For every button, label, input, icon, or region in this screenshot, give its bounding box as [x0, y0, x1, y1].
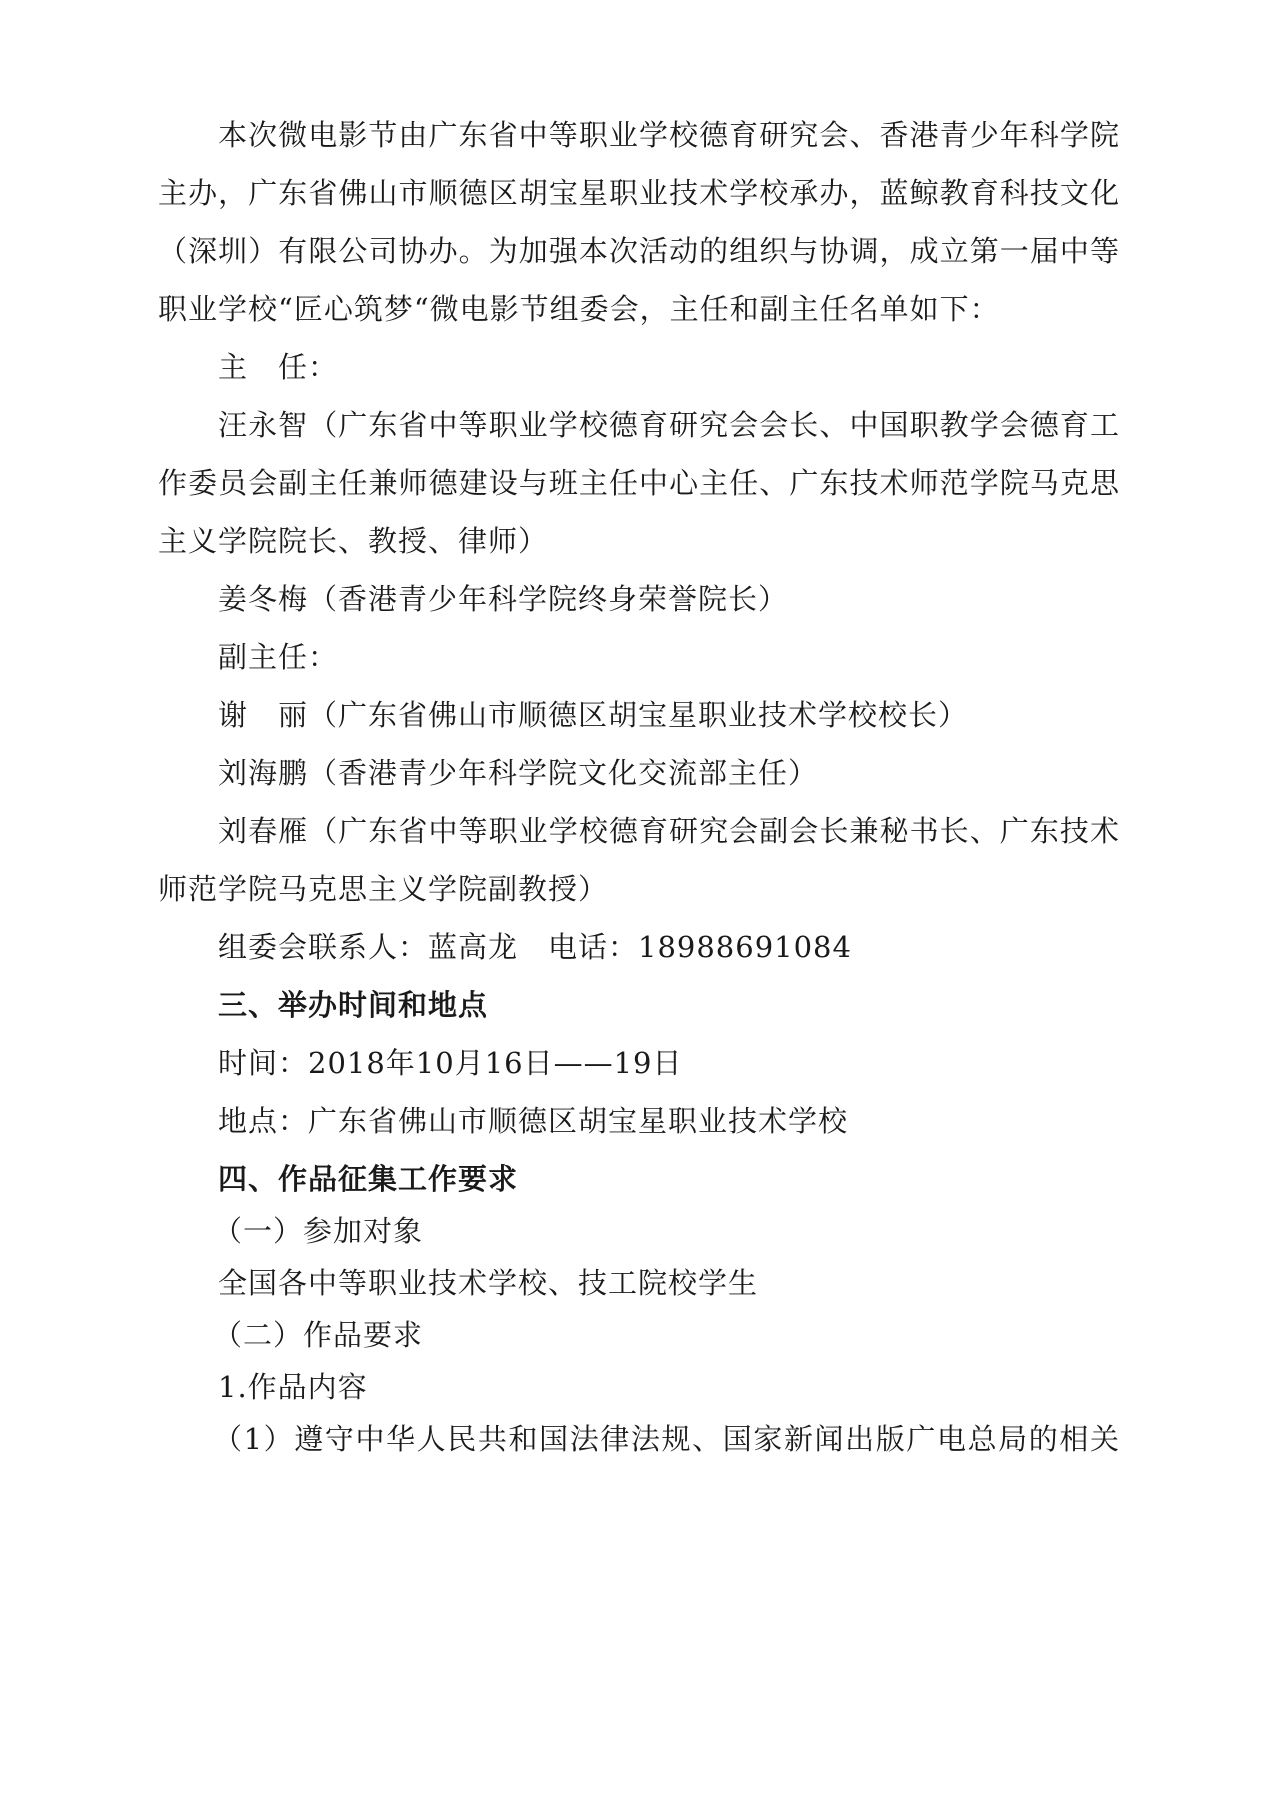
time-line: 时间：2018年10月16日——19日 — [218, 1046, 683, 1080]
deputy-label: 副主任： — [218, 640, 339, 674]
sub-1-title: （一）参加对象 — [213, 1214, 424, 1248]
director-1-line-2: 作委员会副主任兼师德建设与班主任中心主任、广东技术师范学院马克思 — [158, 466, 1120, 500]
item-1-title: 1.作品内容 — [218, 1370, 368, 1404]
sub-1-text: 全国各中等职业技术学校、技工院校学生 — [218, 1266, 759, 1300]
deputy-1: 谢 丽（广东省佛山市顺德区胡宝星职业技术学校校长） — [218, 698, 969, 732]
sub-2-title: （二）作品要求 — [213, 1318, 424, 1352]
section-4-title: 四、作品征集工作要求 — [218, 1162, 519, 1196]
contact-line: 组委会联系人：蓝高龙 电话：18988691084 — [218, 930, 852, 964]
director-1-line-1: 汪永智（广东省中等职业学校德育研究会会长、中国职教学会德育工 — [218, 408, 1120, 442]
director-label: 主 任： — [218, 350, 339, 384]
intro-line-2: 主办，广东省佛山市顺德区胡宝星职业技术学校承办，蓝鲸教育科技文化 — [158, 176, 1120, 210]
deputy-3-line-2: 师范学院马克思主义学院副教授） — [158, 872, 609, 906]
intro-line-4: 职业学校“匠心筑梦“微电影节组委会，主任和副主任名单如下： — [158, 292, 1000, 326]
place-line: 地点：广东省佛山市顺德区胡宝星职业技术学校 — [218, 1104, 849, 1138]
intro-line-1: 本次微电影节由广东省中等职业学校德育研究会、香港青少年科学院 — [218, 118, 1120, 152]
deputy-3-line-1: 刘春雁（广东省中等职业学校德育研究会副会长兼秘书长、广东技术 — [218, 814, 1120, 848]
director-2: 姜冬梅（香港青少年科学院终身荣誉院长） — [218, 582, 789, 616]
deputy-2: 刘海鹏（香港青少年科学院文化交流部主任） — [218, 756, 819, 790]
item-1-1: （1）遵守中华人民共和国法律法规、国家新闻出版广电总局的相关 — [213, 1422, 1120, 1456]
director-1-line-3: 主义学院院长、教授、律师） — [158, 524, 549, 558]
intro-line-3: （深圳）有限公司协办。为加强本次活动的组织与协调，成立第一届中等 — [158, 234, 1120, 268]
section-3-title: 三、举办时间和地点 — [218, 988, 489, 1022]
